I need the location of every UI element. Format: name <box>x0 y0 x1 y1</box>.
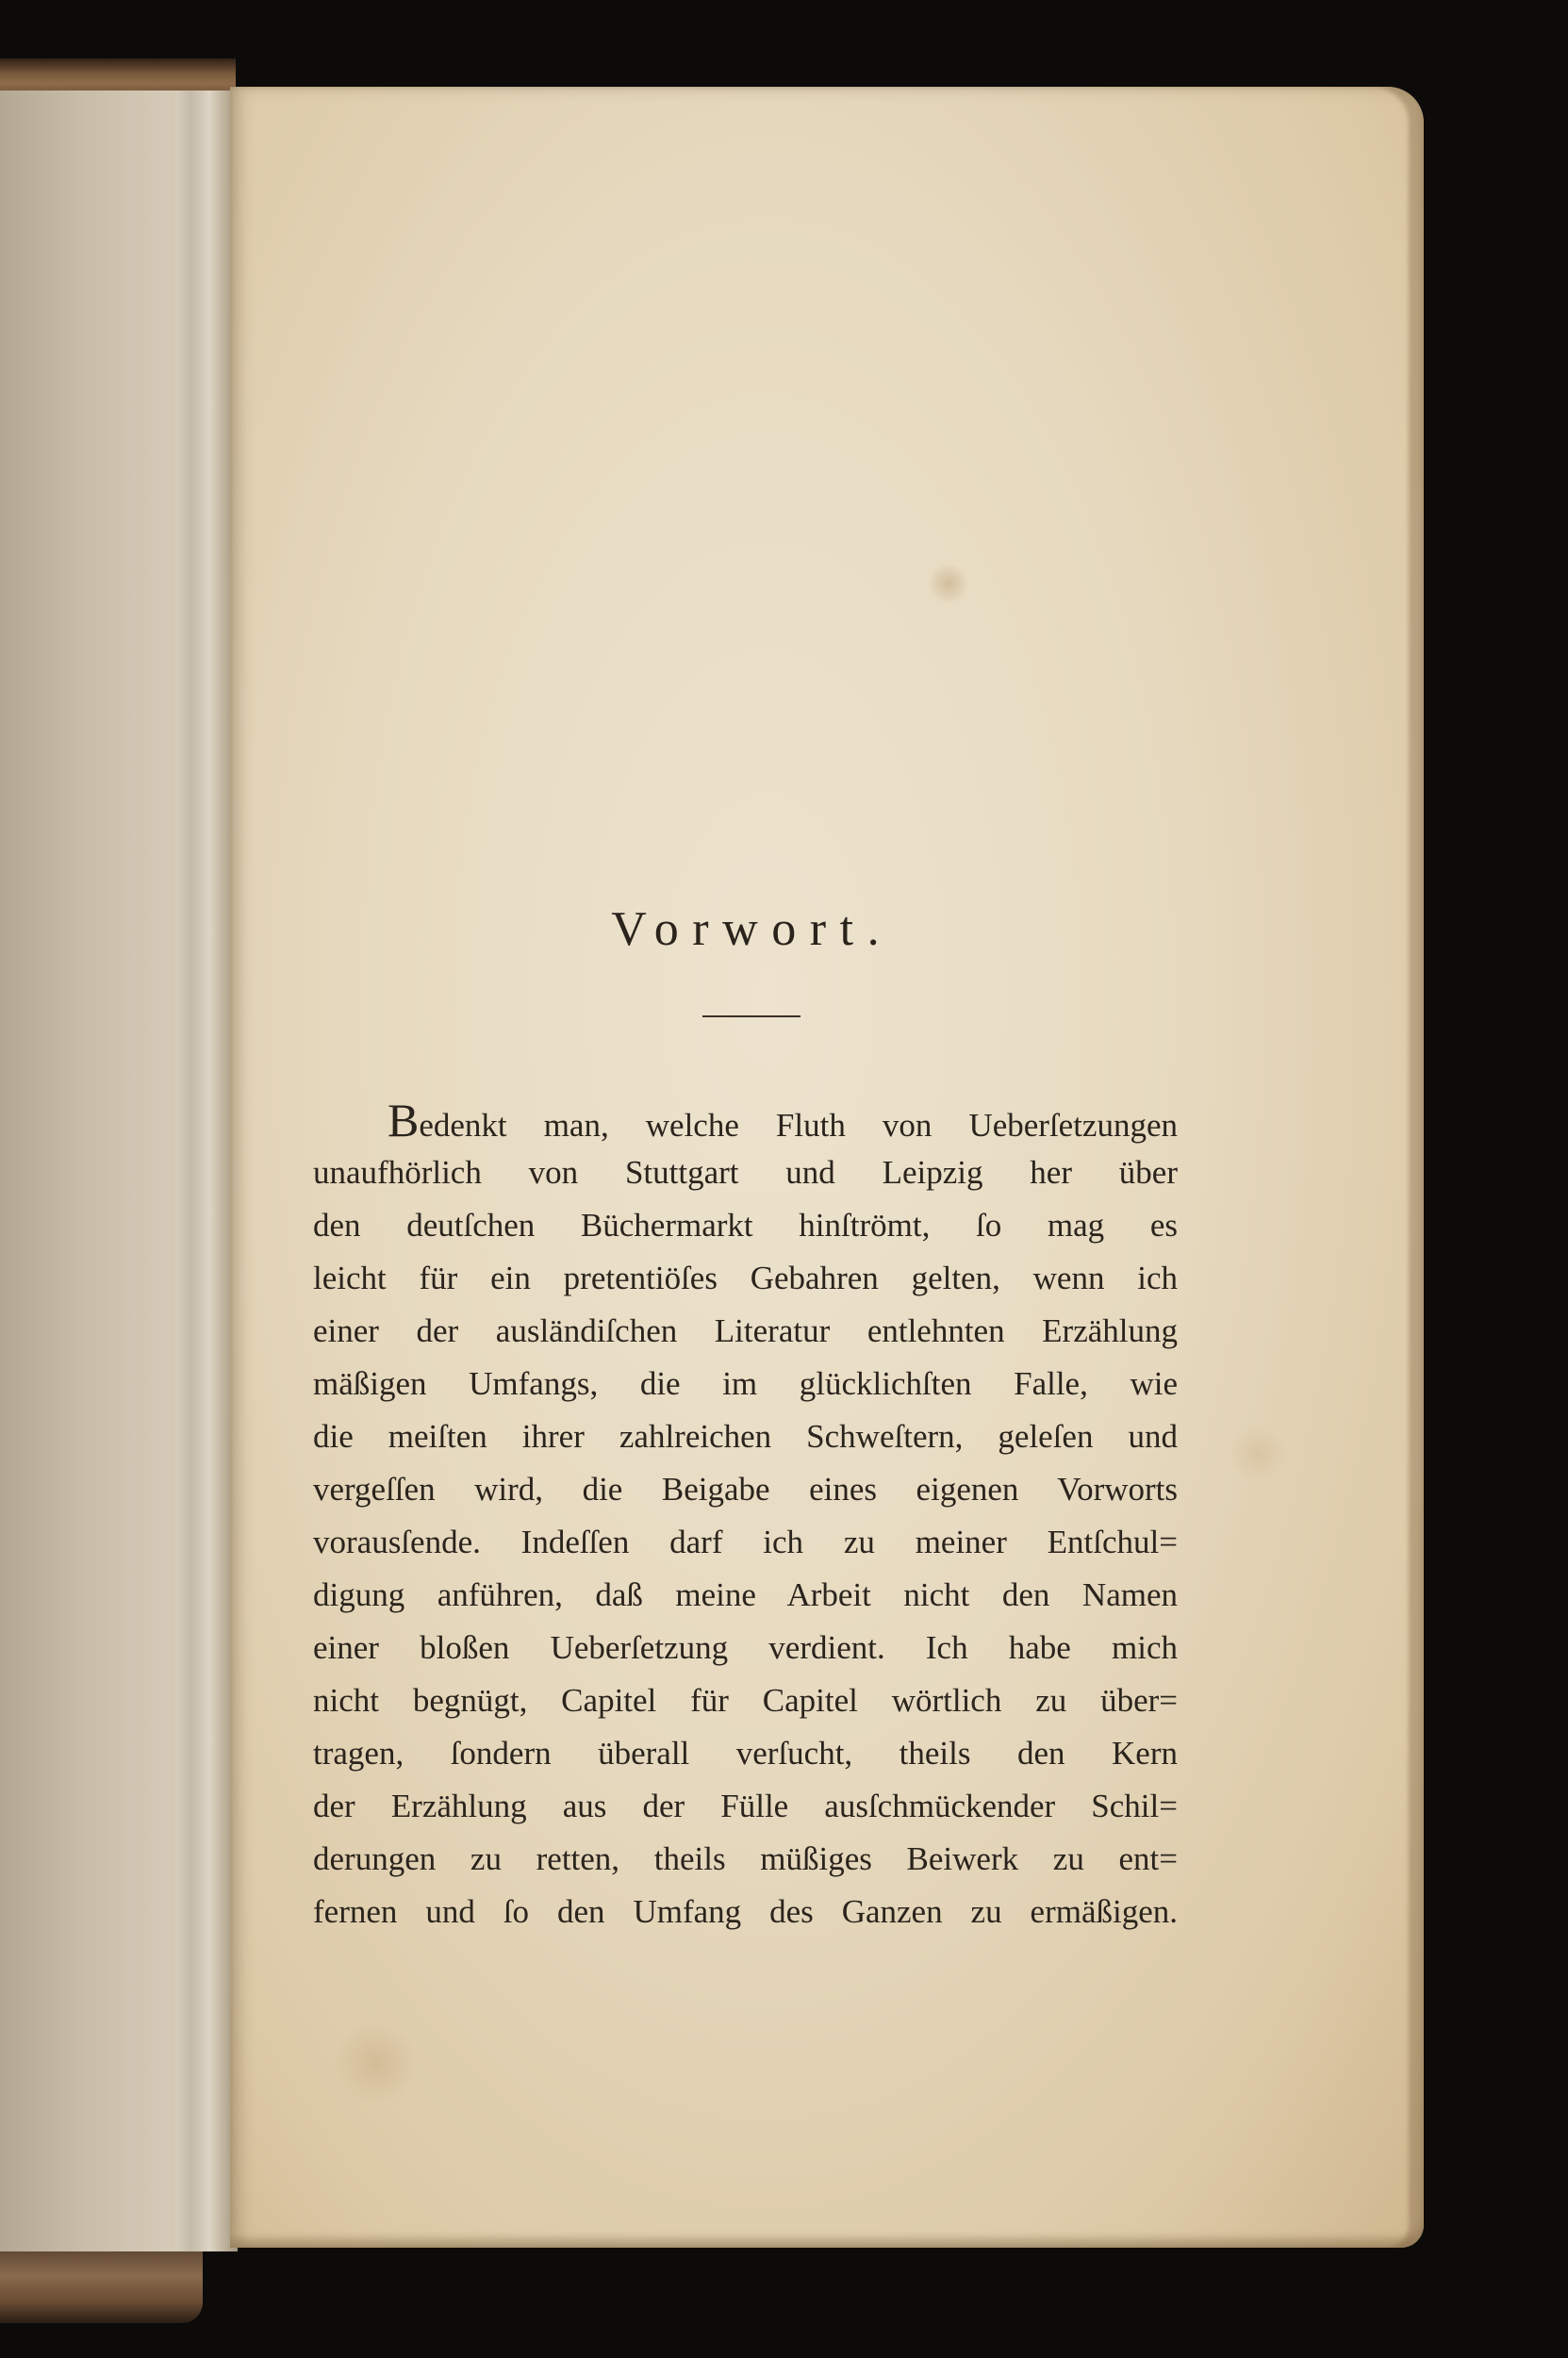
book-page-right <box>230 87 1424 2248</box>
paper-stain <box>928 563 969 604</box>
body-paragraph <box>313 1094 1178 1938</box>
paper-stain <box>334 2020 419 2104</box>
text-line: einer bloßen Ueberſetzung verdient. Ich habe mich <box>313 1629 1178 1666</box>
text-line: Bedenkt man, welche Fluth von Ueberſetzungen <box>388 1094 1178 1146</box>
text-line: den deutſchen Büchermarkt hinſtrömt, ſo mag es <box>313 1207 1178 1244</box>
text-line: einer der ausländiſchen Literatur entlehnten Erzählung <box>313 1312 1178 1349</box>
text-line: vergeſſen wird, die Beigabe eines eigenen Vorworts <box>313 1471 1178 1508</box>
paper-stain <box>1230 1426 1286 1482</box>
text-line: unaufhörlich von Stuttgart und Leipzig her über <box>313 1154 1178 1191</box>
text-line: derungen zu retten, theils müßiges Beiwerk zu ent= <box>313 1840 1178 1877</box>
text-line: digung anführen, daß meine Arbeit nicht den Namen <box>313 1576 1178 1613</box>
text-line: fernen und ſo den Umfang des Ganzen zu ermäßigen. <box>313 1893 1178 1930</box>
text-line: mäßigen Umfangs, die im glücklichſten Falle, wie <box>313 1365 1178 1402</box>
heading-rule <box>702 1015 801 1017</box>
text-line: der Erzählung aus der Fülle ausſchmückender Schil= <box>313 1788 1178 1824</box>
book-gutter <box>175 91 238 2251</box>
chapter-heading: Vorwort. <box>611 902 894 956</box>
text-line: tragen, ſondern überall verſucht, theils den Kern <box>313 1735 1178 1772</box>
text-line: vorausſende. Indeſſen darf ich zu meiner Entſchul= <box>313 1524 1178 1560</box>
text-line: die meiſten ihrer zahlreichen Schweſtern, geleſen und <box>313 1418 1178 1455</box>
text-line: nicht begnügt, Capitel für Capitel wörtlich zu über= <box>313 1682 1178 1719</box>
text-line: leicht für ein pretentiöſes Gebahren gelten, wenn ich <box>313 1260 1178 1296</box>
